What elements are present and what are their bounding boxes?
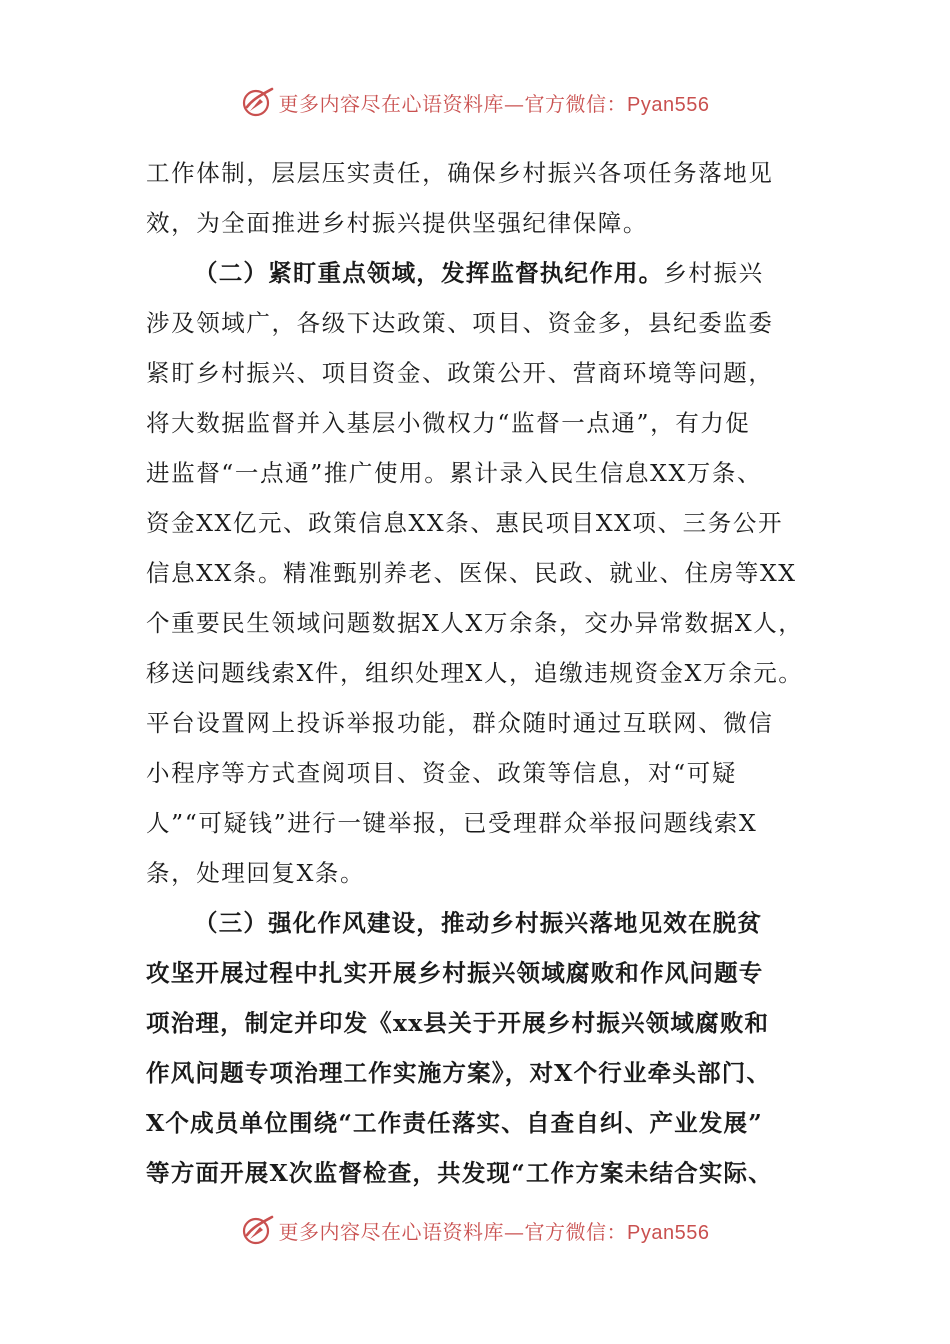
text-line: 平台设置网上投诉举报功能，群众随时通过互联网、微信 [146,709,774,737]
pen-logo-icon [241,1213,275,1247]
document-body [146,148,826,1198]
text-line: 涉及领域广，各级下达政策、项目、资金多，县纪委监委 [146,309,774,337]
text-line: 人”“可疑钱”进行一键举报，已受理群众举报问题线索X [146,809,758,837]
text-line: 等方面开展X次监督检查，共发现“工作方案未结合实际、 [146,1159,773,1187]
text-line: 小程序等方式查阅项目、资金、政策等信息，对“可疑 [146,759,737,787]
pen-logo-icon [241,85,275,119]
header-banner [0,82,950,122]
text-line: 进监督“一点通”推广使用。累计录入民生信息XX万条、 [146,459,763,487]
text-line: 将大数据监督并入基层小微权力“监督一点通”，有力促 [146,409,751,437]
text-line: 个重要民生领域问题数据X人X万余条，交办异常数据X人， [146,609,804,637]
text-line: 效，为全面推进乡村振兴提供坚强纪律保障。 [146,209,648,237]
text-line: 信息XX条。精准甄别养老、医保、民政、就业、住房等XX [146,559,797,587]
text-line: 项治理，制定并印发《xx县关于开展乡村振兴领域腐败和 [146,1009,770,1037]
banner-text: 更多内容尽在心语资料库—官方微信：Pyan556 [278,91,710,116]
text-line: 攻坚开展过程中扎实开展乡村振兴领域腐败和作风问题专 [146,959,764,987]
banner-text: 更多内容尽在心语资料库—官方微信：Pyan556 [278,1219,710,1244]
section-2-first-line: （二）紧盯重点领域，发挥监督执纪作用。乡村振兴 [194,259,764,287]
text-line: 移送问题线索X件，组织处理X人，追缴违规资金X万余元。 [146,659,804,687]
text-line: 工作体制，层层压实责任，确保乡村振兴各项任务落地见 [146,159,774,187]
text-line: 条，处理回复X条。 [146,859,366,887]
text-line: 紧盯乡村振兴、项目资金、政策公开、营商环境等问题， [146,359,774,387]
text-line: 资金XX亿元、政策信息XX条、惠民项目XX项、三务公开 [146,509,784,537]
section-3-heading: （三）强化作风建设，推动乡村振兴落地见效在脱贫 [194,909,763,937]
text-line: X个成员单位围绕“工作责任落实、自查自纠、产业发展” [146,1109,763,1137]
text-line: 作风问题专项治理工作实施方案》，对X个行业牵头部门、 [146,1059,772,1087]
footer-banner [0,1210,950,1250]
section-2-heading: （二）紧盯重点领域，发挥监督执纪作用。 [194,259,664,287]
